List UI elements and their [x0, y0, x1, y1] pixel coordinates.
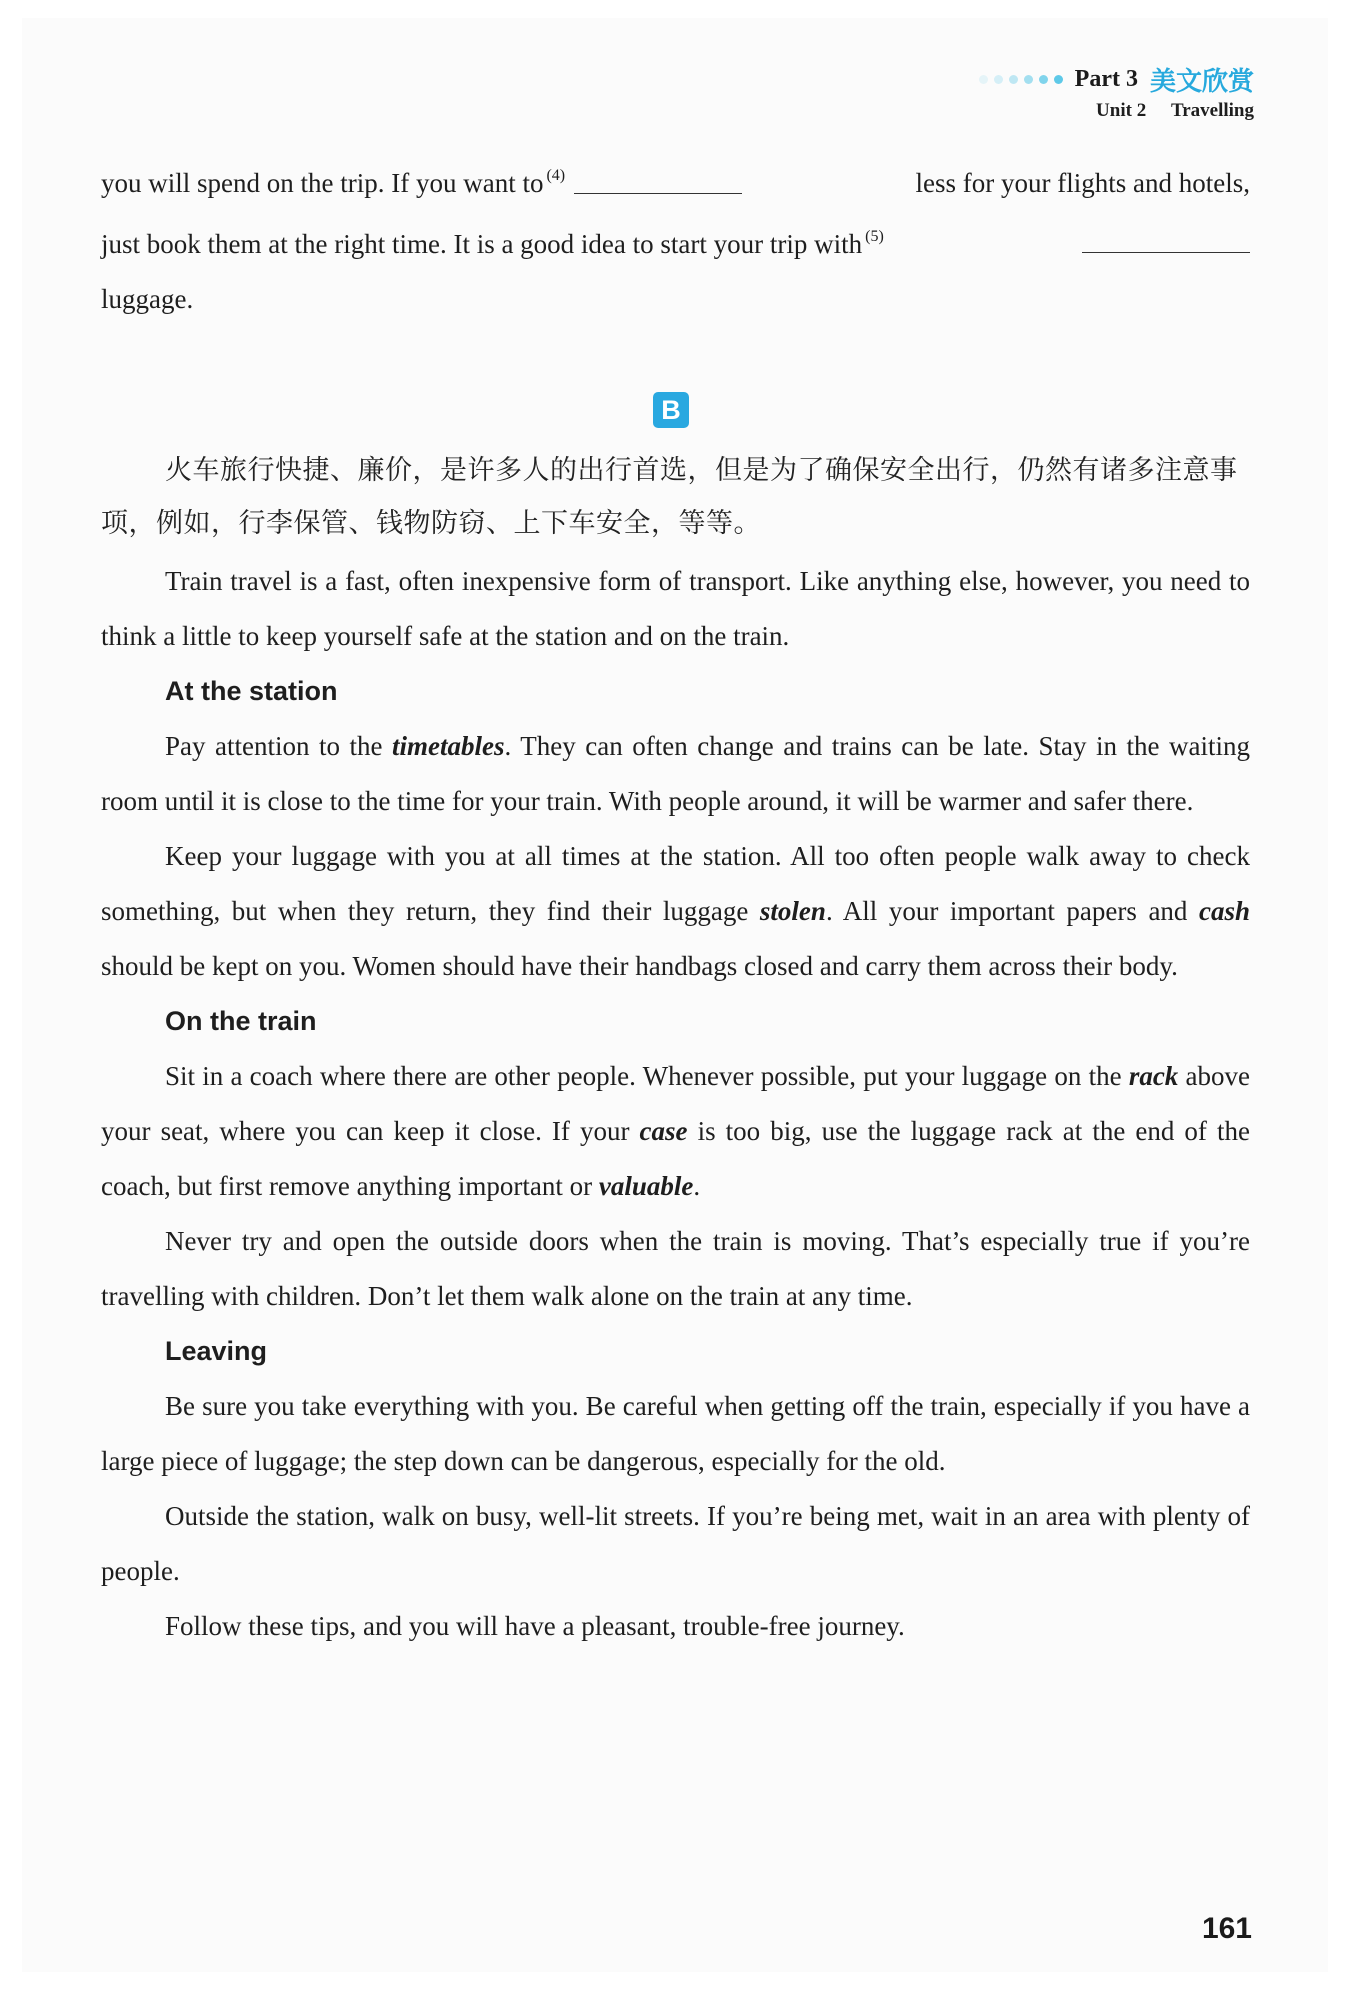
- keyword: timetables: [392, 731, 505, 761]
- unit-label: Unit 2: [1096, 100, 1147, 121]
- keyword: case: [639, 1116, 688, 1146]
- keyword: stolen: [759, 896, 826, 926]
- paragraph: Pay attention to the timetables. They can often change and trains can be late. Stay in the waiting room until it is close to the time for your train. With people around, it will be warmer and safer there.: [101, 731, 1250, 816]
- heading-leaving: Leaving: [165, 1336, 268, 1366]
- keyword: cash: [1199, 896, 1251, 926]
- paragraph: Be sure you take everything with you. Be careful when getting off the train, especially if you have a large piece of luggage; the step down can be dangerous, especially for the old.: [101, 1391, 1250, 1476]
- chinese-intro: 火车旅行快捷、廉价，是许多人的出行首选，但是为了确保安全出行，仍然有诸多注意事项，例如，行李保管、钱物防窃、上下车安全，等等。: [101, 455, 1238, 539]
- paragraph: Follow these tips, and you will have a pleasant, trouble-free journey.: [165, 1611, 905, 1641]
- question-number-5: (5): [865, 228, 884, 245]
- unit-title: Travelling: [1170, 100, 1254, 121]
- intro-passage: you will spend on the trip. If you want to $^{(4)}$ less for your flights and hotels, just book them at the right time. It is a good idea to start your trip with $^{(5)}$ luggage.: [101, 167, 1250, 314]
- running-header: [979, 62, 1254, 122]
- question-number-4: (4): [546, 167, 566, 184]
- answer-blank-4[interactable]: [574, 169, 742, 194]
- keyword: rack: [1128, 1061, 1179, 1091]
- paragraph: Never try and open the outside doors when the train is moving. That’s especially true if you’re travelling with children. Don’t let them walk alone on the train at any time.: [101, 1226, 1250, 1311]
- section-title-cn: 美文欣赏: [1149, 66, 1254, 97]
- paragraph: Outside the station, walk on busy, well-lit streets. If you’re being met, wait in an area with plenty of people.: [101, 1501, 1250, 1586]
- paragraph: Sit in a coach where there are other people. Whenever possible, put your luggage on the rack above your seat, where you can keep it close. If your case is too big, use the luggage rack at the end of the coach, but first remove anything important or valuable.: [101, 1061, 1251, 1201]
- heading-at-the-station: At the station: [165, 676, 338, 706]
- heading-on-the-train: On the train: [165, 1006, 317, 1036]
- answer-blank-5[interactable]: [1082, 228, 1250, 253]
- lead-paragraph: Train travel is a fast, often inexpensive form of transport. Like anything else, however, you need to think a little to keep yourself safe at the station and on the train.: [101, 566, 1250, 651]
- decorative-dots: [979, 75, 1063, 84]
- keyword: valuable: [598, 1171, 694, 1201]
- part-label: Part 3: [1074, 65, 1138, 92]
- page-number: 161: [1201, 1912, 1252, 1945]
- section-b-passage: [101, 444, 1250, 1654]
- paragraph: Keep your luggage with you at all times at the station. All too often people walk away to check something, but when they return, they find their luggage stolen. All your important papers and cash should be kept on you. Women should have their handbags closed and carry them across their body.: [101, 841, 1251, 981]
- section-badge: B: [653, 392, 689, 428]
